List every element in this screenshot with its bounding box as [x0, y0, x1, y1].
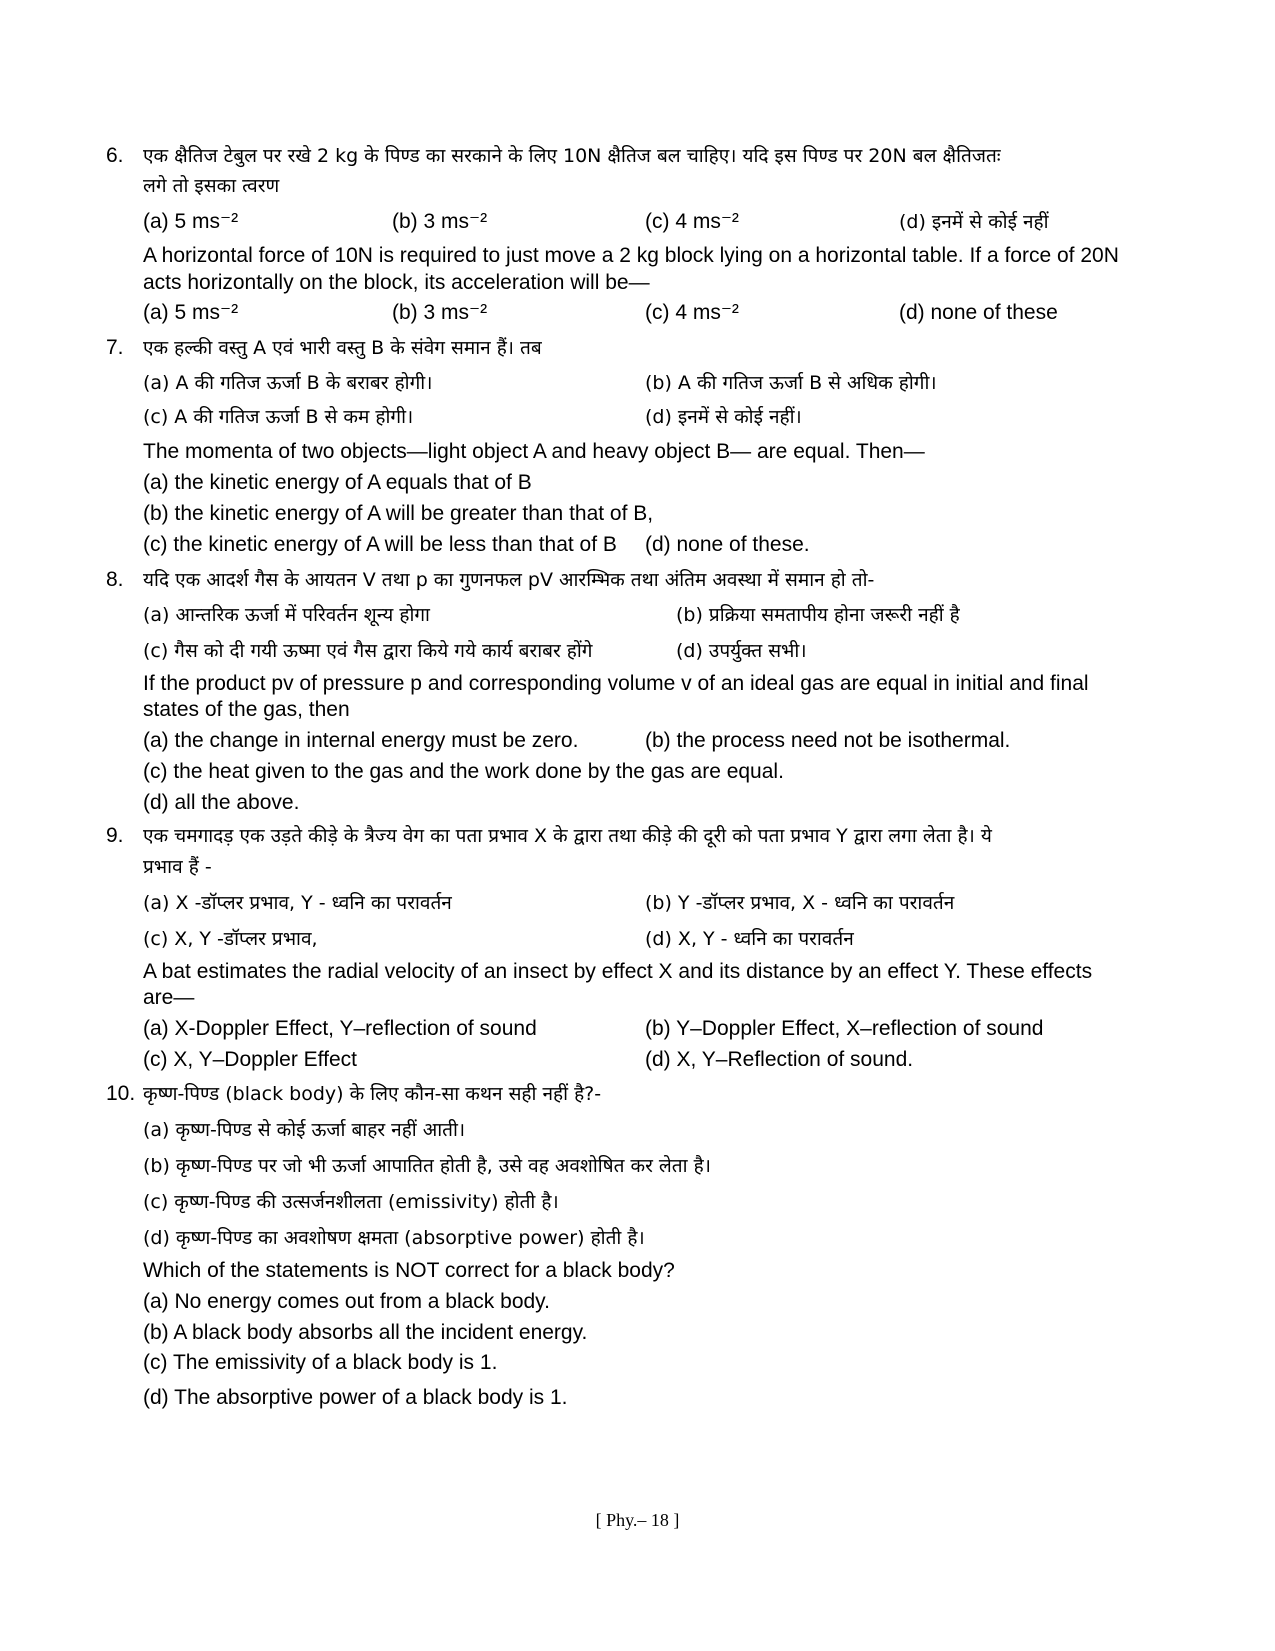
option-hindi: (c) कृष्ण-पिण्ड की उत्सर्जनशीलता (emissivity) होती है।	[143, 1191, 559, 1213]
question-stem-hindi: एक चमगादड़ एक उड़ते कीड़े के त्रैज्य वेग का पता प्रभाव X के द्वारा तथा कीड़े की दूरी को पता प्रभाव Y द्वारा लगा लेता है। ये	[143, 825, 992, 847]
option-hindi: (a) X -डॉप्लर प्रभाव, Y - ध्वनि का परावर्तन	[143, 892, 452, 914]
option-hindi: (d) इनमें से कोई नहीं	[899, 211, 1049, 233]
option-hindi: (b) 3 ms⁻²	[392, 210, 488, 233]
option-hindi: (a) A की गतिज ऊर्जा B के बराबर होगी।	[143, 372, 433, 394]
question-stem-hindi: एक क्षैतिज टेबुल पर रखे 2 kg के पिण्ड का सरकाने के लिए 10N क्षैतिज बल चाहिए। यदि इस पिण्ड पर 20N बल क्षैतिजतः	[143, 145, 1001, 167]
option-hindi: (d) कृष्ण-पिण्ड का अवशोषण क्षमता (absorptive power) होती है।	[143, 1227, 645, 1249]
question-stem-hindi: यदि एक आदर्श गैस के आयतन V तथा p का गुणनफल pV आरम्भिक तथा अंतिम अवस्था में समान हो तो-	[143, 569, 875, 591]
option-english: (a) the kinetic energy of A equals that of B	[143, 471, 532, 494]
option-english: (b) the process need not be isothermal.	[645, 729, 1011, 752]
option-hindi: (a) आन्तरिक ऊर्जा में परिवर्तन शून्य होगा	[143, 604, 430, 626]
option-hindi: (c) X, Y -डॉप्लर प्रभाव,	[143, 928, 318, 950]
question-number: 10.	[106, 1082, 136, 1105]
option-english: (c) the heat given to the gas and the work done by the gas are equal.	[143, 760, 784, 783]
option-hindi: (b) Y -डॉप्लर प्रभाव, X - ध्वनि का परावर्तन	[645, 892, 955, 914]
question-number: 6.	[106, 144, 124, 167]
option-english: (c) the kinetic energy of A will be less than that of B	[143, 533, 617, 556]
option-english: (b) 3 ms⁻²	[392, 301, 488, 324]
option-hindi: (d) उपर्युक्त सभी।	[676, 640, 807, 662]
option-english: (d) none of these	[899, 301, 1058, 324]
option-english: (b) A black body absorbs all the incident energy.	[143, 1321, 588, 1344]
question-number: 9.	[106, 824, 124, 847]
option-english: (d) all the above.	[143, 791, 300, 814]
question-stem-hindi: एक हल्की वस्तु A एवं भारी वस्तु B के संवेग समान हैं। तब	[143, 337, 542, 359]
question-stem-english: are—	[143, 986, 195, 1009]
question-number: 8.	[106, 568, 124, 591]
option-english: (c) 4 ms⁻²	[645, 301, 739, 324]
option-hindi: (c) A की गतिज ऊर्जा B से कम होगी।	[143, 406, 414, 428]
option-english: (d) none of these.	[645, 533, 810, 556]
option-english: (a) 5 ms⁻²	[143, 301, 239, 324]
option-english: (a) X-Doppler Effect, Y–reflection of sound	[143, 1017, 537, 1040]
option-english: (c) X, Y–Doppler Effect	[143, 1048, 357, 1071]
option-hindi: (b) कृष्ण-पिण्ड पर जो भी ऊर्जा आपातित होती है, उसे वह अवशोषित कर लेता है।	[143, 1155, 711, 1177]
option-english: (a) the change in internal energy must be zero.	[143, 729, 579, 752]
question-stem-english: The momenta of two objects—light object A and heavy object B— are equal. Then—	[143, 440, 925, 463]
question-stem-english: A bat estimates the radial velocity of an insect by effect X and its distance by an effect Y. These effects	[143, 960, 1093, 983]
option-english: (d) The absorptive power of a black body is 1.	[143, 1386, 568, 1409]
question-number: 7.	[106, 336, 124, 359]
option-english: (b) Y–Doppler Effect, X–reflection of sound	[645, 1017, 1044, 1040]
option-hindi: (c) 4 ms⁻²	[645, 210, 739, 233]
option-hindi: (b) प्रक्रिया समतापीय होना जरूरी नहीं है	[676, 604, 960, 626]
option-hindi: (c) गैस को दी गयी ऊष्मा एवं गैस द्वारा किये गये कार्य बराबर होंगे	[143, 640, 593, 662]
option-hindi: (b) A की गतिज ऊर्जा B से अधिक होगी।	[645, 372, 937, 394]
option-hindi: (a) कृष्ण-पिण्ड से कोई ऊर्जा बाहर नहीं आती।	[143, 1119, 466, 1141]
option-english: (c) The emissivity of a black body is 1.	[143, 1351, 498, 1374]
option-english: (b) the kinetic energy of A will be greater than that of B,	[143, 502, 654, 525]
question-stem-hindi: प्रभाव हैं -	[143, 856, 212, 878]
question-stem-english: If the product pv of pressure p and corresponding volume v of an ideal gas are equal in initial and final	[143, 672, 1089, 695]
option-hindi: (d) X, Y - ध्वनि का परावर्तन	[645, 928, 854, 950]
option-hindi: (a) 5 ms⁻²	[143, 210, 239, 233]
option-english: (d) X, Y–Reflection of sound.	[645, 1048, 914, 1071]
question-stem-english: Which of the statements is NOT correct for a black body?	[143, 1259, 675, 1282]
page-footer: [ Phy.– 18 ]	[595, 1510, 680, 1530]
question-stem-hindi: लगे तो इसका त्वरण	[143, 175, 280, 197]
option-english: (a) No energy comes out from a black body.	[143, 1290, 550, 1313]
question-stem-english: acts horizontally on the block, its acceleration will be—	[143, 271, 650, 294]
question-stem-english: A horizontal force of 10N is required to just move a 2 kg block lying on a horizontal table. If a force of 20N	[143, 244, 1119, 267]
question-stem-hindi: कृष्ण-पिण्ड (black body) के लिए कौन-सा कथन सही नहीं है?-	[143, 1083, 602, 1105]
option-hindi: (d) इनमें से कोई नहीं।	[645, 406, 802, 428]
question-stem-english: states of the gas, then	[143, 698, 350, 721]
